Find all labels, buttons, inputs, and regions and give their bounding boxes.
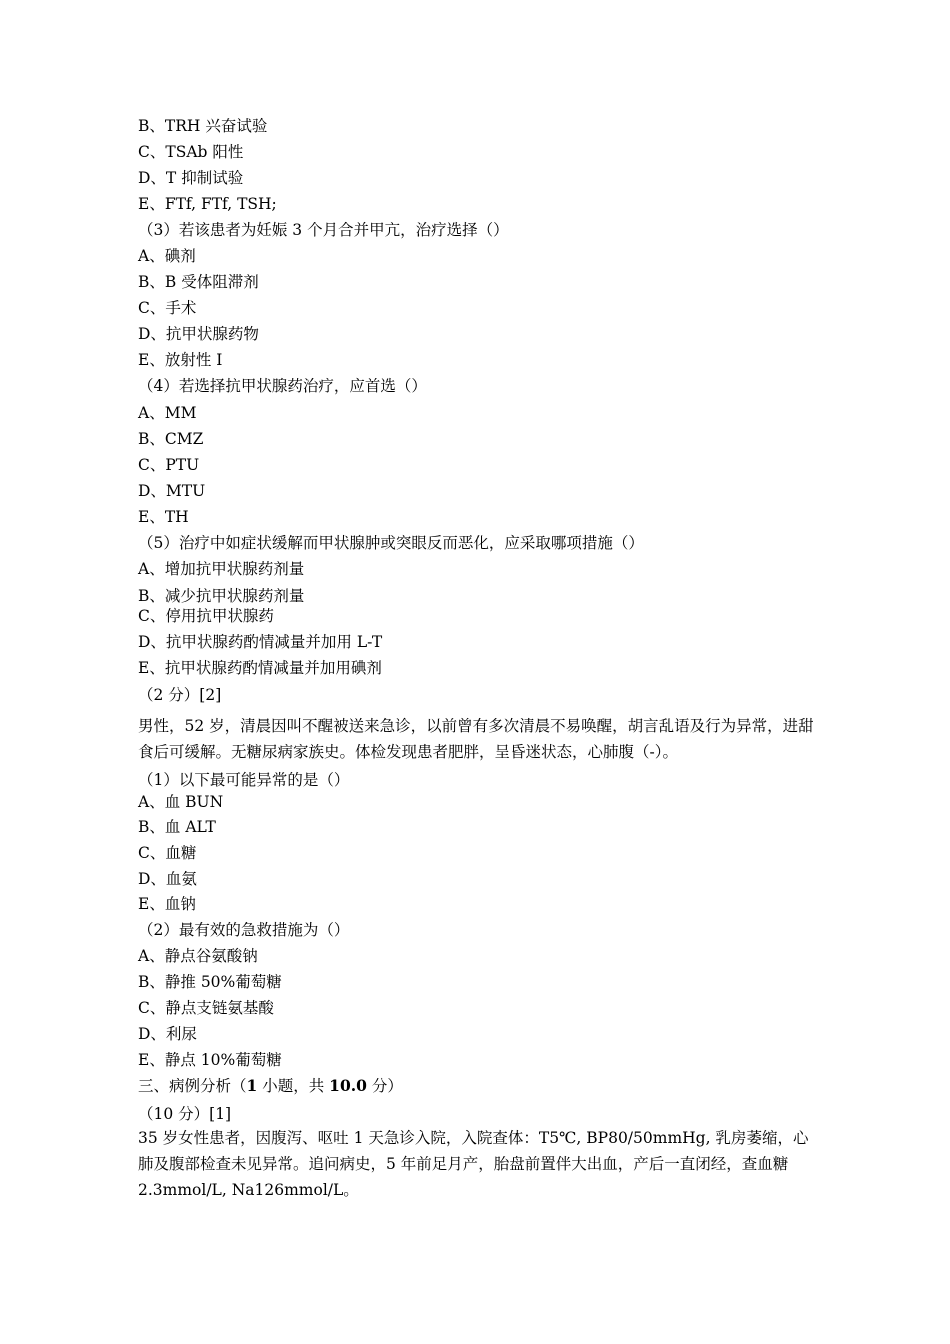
q5-option-c: C、停用抗甲状腺药 xyxy=(138,607,274,625)
q5-option-d: D、抗甲状腺药酌情减量并加用 L-T xyxy=(138,633,383,651)
c2q1-option-a: A、血 BUN xyxy=(138,793,224,811)
c2q2-option-d: D、利尿 xyxy=(138,1025,197,1043)
c2q2-option-c: C、静点支链氨基酸 xyxy=(138,999,274,1017)
question-5: （5）治疗中如症状缓解而甲状腺肿或突眼反而恶化，应采取哪项措施（） xyxy=(138,534,644,552)
case-3-score: （10 分）[1] xyxy=(138,1105,232,1123)
q4-option-b: B、CMZ xyxy=(138,430,204,448)
section-heading-mid: 小题，共 xyxy=(257,1077,330,1095)
q5-option-a: A、增加抗甲状腺药剂量 xyxy=(138,560,305,578)
c2q2-option-e: E、静点 10%葡萄糖 xyxy=(138,1051,282,1069)
c2q1-option-b: B、血 ALT xyxy=(138,818,216,836)
c2q1-option-c: C、血糖 xyxy=(138,844,197,862)
q4-option-a: A、MM xyxy=(138,404,197,422)
q5-option-e: E、抗甲状腺药酌情减量并加用碘剂 xyxy=(138,659,382,677)
option-b-trh: B、TRH 兴奋试验 xyxy=(138,117,268,135)
q3-option-c: C、手术 xyxy=(138,299,197,317)
option-c-tsab: C、TSAb 阳性 xyxy=(138,143,244,161)
case-2-description: 男性，52 岁，清晨因叫不醒被送来急诊，以前曾有多次清晨不易唤醒，胡言乱语及行为异常，进甜食后可缓解。无糖尿病家族史。体检发现患者肥胖，呈昏迷状态，心肺腹（-）。 xyxy=(138,717,814,761)
option-e-ft: E、FTf, FTf, TSH; xyxy=(138,195,277,213)
case-3-description: 35 岁女性患者，因腹泻、呕吐 1 天急诊入院，入院查体：T5℃, BP80/50mmHg, 乳房萎缩，心肺及腹部检查未见异常。追问病史，5 年前足月产，胎盘前置伴大出血，产后一直闭经，查血糖 2.3mmol/L, Na126mmol/L。 xyxy=(138,1129,809,1199)
section-heading-suffix: 分） xyxy=(366,1077,403,1095)
q3-option-d: D、抗甲状腺药物 xyxy=(138,325,259,343)
section-heading-score: 10.0 xyxy=(329,1076,367,1095)
c2q1-option-d: D、血氨 xyxy=(138,870,197,888)
q3-option-a: A、碘剂 xyxy=(138,247,196,265)
case-2-score: （2 分）[2] xyxy=(138,686,222,704)
q3-option-b: B、B 受体阻滞剂 xyxy=(138,273,259,291)
c2q1-option-e: E、血钠 xyxy=(138,895,196,913)
q4-option-e: E、TH xyxy=(138,508,189,526)
q3-option-e: E、放射性 I xyxy=(138,351,223,369)
section-heading-prefix: 三、病例分析（ xyxy=(138,1077,247,1095)
question-3: （3）若该患者为妊娠 3 个月合并甲亢，治疗选择（） xyxy=(138,221,509,239)
option-d-t-suppression: D、T 抑制试验 xyxy=(138,169,244,187)
section-heading-count: 1 xyxy=(246,1076,258,1095)
q4-option-d: D、MTU xyxy=(138,482,206,500)
c2q2-option-a: A、静点谷氨酸钠 xyxy=(138,947,258,965)
question-4: （4）若选择抗甲状腺药治疗，应首选（） xyxy=(138,377,427,395)
q5-option-b: B、减少抗甲状腺药剂量 xyxy=(138,587,305,605)
section-heading xyxy=(138,1076,403,1096)
case-2-question-1: （1）以下最可能异常的是（） xyxy=(138,771,350,789)
c2q2-option-b: B、静推 50%葡萄糖 xyxy=(138,973,282,991)
q4-option-c: C、PTU xyxy=(138,456,200,474)
case-2-question-2: （2）最有效的急救措施为（） xyxy=(138,921,350,939)
